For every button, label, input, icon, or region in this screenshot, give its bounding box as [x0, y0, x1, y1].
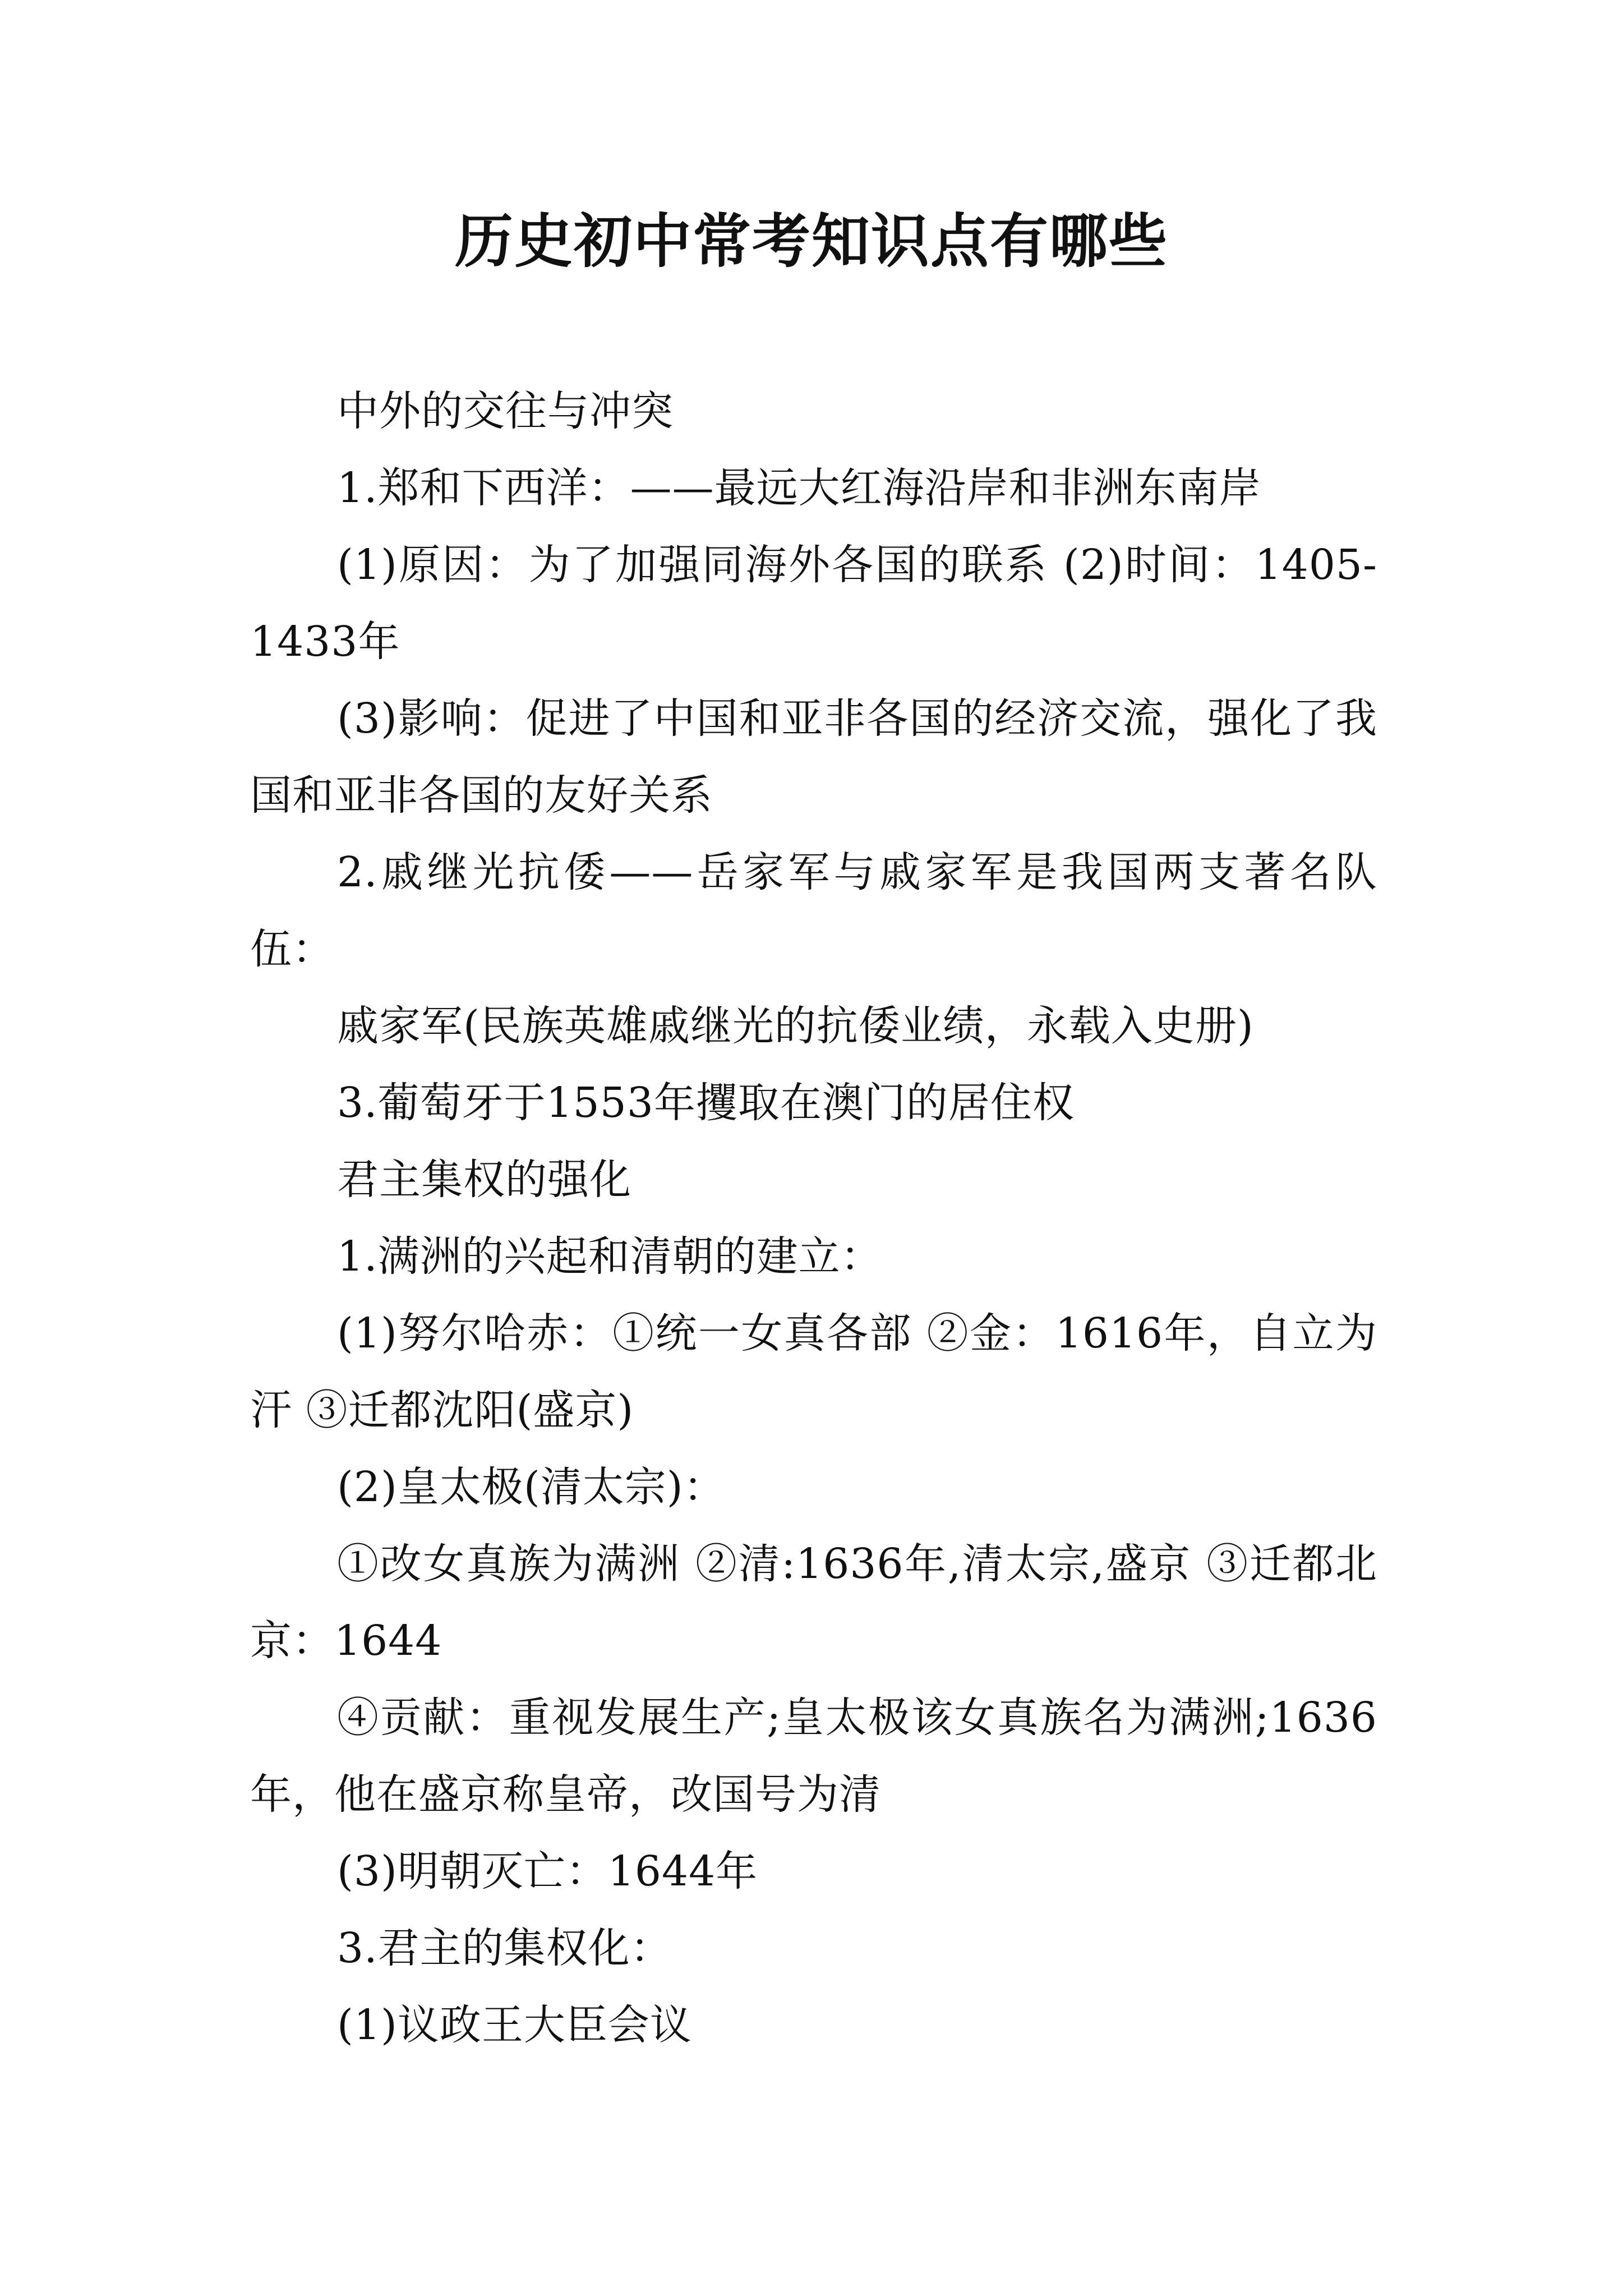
- paragraph: ④贡献：重视发展生产;皇太极该女真族名为满洲;1636年，他在盛京称皇帝，改国号为清: [250, 1694, 1377, 1819]
- paragraph: (3)明朝灭亡：1644年: [337, 1847, 758, 1895]
- paragraph: ①改女真族为满洲 ②清:1636年,清太宗,盛京 ③迁都北京：1644: [250, 1540, 1377, 1665]
- paragraph: 1.满洲的兴起和清朝的建立：: [337, 1232, 883, 1281]
- paragraph: (2)皇太极(清太宗)：: [337, 1463, 726, 1511]
- paragraph: 1.郑和下西洋：——最远大红海沿岸和非洲东南岸: [337, 464, 1261, 512]
- paragraph: 2.戚继光抗倭——岳家军与戚家军是我国两支著名队伍：: [250, 848, 1377, 973]
- paragraph: (1)原因：为了加强同海外各国的联系 (2)时间：1405-1433年: [250, 541, 1377, 666]
- paragraph: (3)影响：促进了中国和亚非各国的经济交流，强化了我国和亚非各国的友好关系: [250, 694, 1377, 820]
- paragraph: 戚家军(民族英雄戚继光的抗倭业绩，永载入史册): [337, 1002, 1254, 1050]
- paragraph: 3.君主的集权化：: [337, 1924, 672, 1972]
- document-title: 历史初中常考知识点有哪些: [454, 207, 1168, 275]
- section-heading-centralization: 君主集权的强化: [337, 1156, 631, 1204]
- document-body: [250, 373, 1377, 2064]
- paragraph: 3.葡萄牙于1553年攫取在澳门的居住权: [337, 1079, 1075, 1127]
- paragraph: (1)努尔哈赤：①统一女真各部 ②金：1616年，自立为汗 ③迁都沈阳(盛京): [250, 1309, 1377, 1434]
- paragraph: (1)议政王大臣会议: [337, 2001, 692, 2049]
- section-heading-foreign-relations: 中外的交往与冲突: [337, 387, 674, 435]
